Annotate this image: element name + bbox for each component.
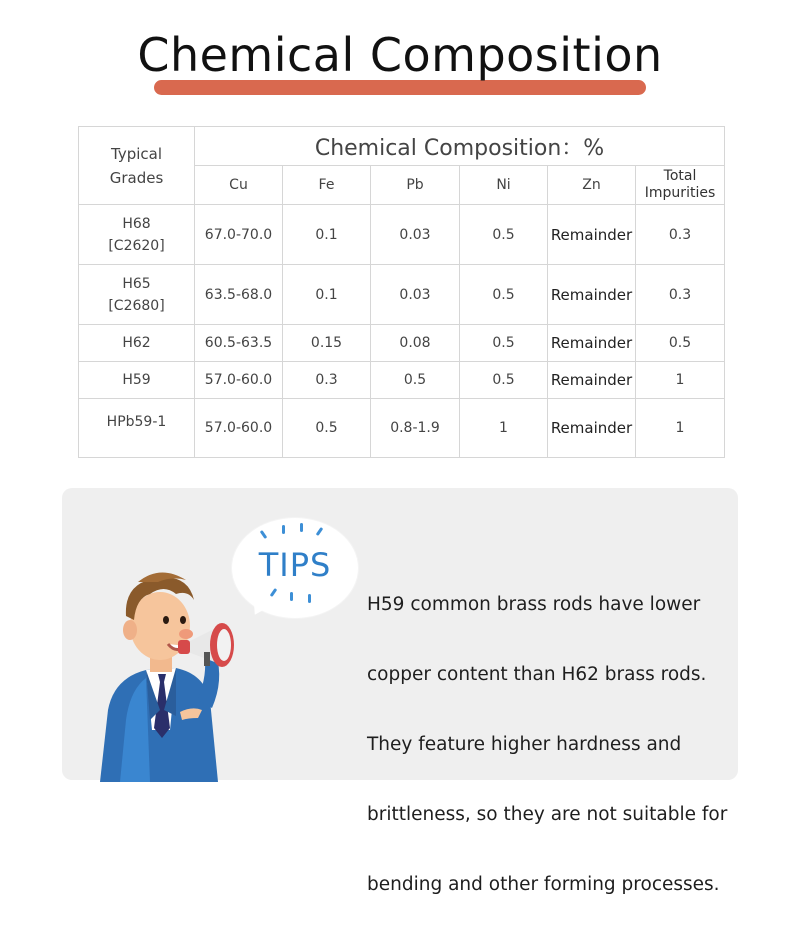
total-cell: 0.3 — [636, 265, 725, 325]
total-cell: 0.5 — [636, 325, 725, 362]
column-header-ni: Ni — [460, 166, 548, 205]
grades-header — [79, 127, 195, 205]
ni-cell: 0.5 — [460, 325, 548, 362]
sparkle-mark — [290, 592, 293, 601]
grades-header-line: Typical — [111, 144, 162, 163]
cu-cell: 67.0-70.0 — [195, 205, 283, 265]
zn-cell: Remainder — [548, 399, 636, 458]
total-header-line: Impurities — [644, 185, 716, 201]
sparkle-mark — [300, 523, 303, 532]
table-header-row — [79, 127, 725, 166]
sparkle-mark — [282, 525, 285, 534]
zn-cell: Remainder — [548, 265, 636, 325]
title-underline — [154, 80, 646, 95]
grade-cell: H62 — [79, 325, 195, 362]
tips-line: brittleness, so they are not suitable for — [367, 804, 728, 825]
grade-cell — [79, 205, 195, 265]
composition-table — [78, 126, 725, 458]
ni-cell: 1 — [460, 399, 548, 458]
sparkle-mark — [308, 594, 311, 603]
table-row — [79, 205, 725, 265]
column-header-fe: Fe — [283, 166, 371, 205]
grades-header-line: Grades — [109, 168, 164, 187]
ni-cell: 0.5 — [460, 362, 548, 399]
cu-cell: 60.5-63.5 — [195, 325, 283, 362]
cu-cell: 63.5-68.0 — [195, 265, 283, 325]
grade-cell: H59 — [79, 362, 195, 399]
table-row — [79, 399, 725, 458]
table-row — [79, 362, 725, 399]
total-cell: 0.3 — [636, 205, 725, 265]
page-title: Chemical Composition — [137, 28, 663, 82]
column-header-total-impurities — [636, 166, 725, 205]
fe-cell: 0.1 — [283, 205, 371, 265]
tips-line: copper content than H62 brass rods. — [367, 664, 707, 685]
zn-cell: Remainder — [548, 325, 636, 362]
grade-cell — [79, 265, 195, 325]
tips-line: They feature higher hardness and — [367, 734, 682, 755]
grade-line: [C2680] — [108, 297, 165, 314]
ni-cell: 0.5 — [460, 265, 548, 325]
column-header-pb: Pb — [371, 166, 460, 205]
grade-line: H65 — [122, 275, 151, 292]
tips-label: TIPS — [258, 546, 332, 584]
composition-header: Chemical Composition：% — [195, 127, 725, 166]
column-header-zn: Zn — [548, 166, 636, 205]
zn-cell: Remainder — [548, 362, 636, 399]
fe-cell: 0.3 — [283, 362, 371, 399]
zn-cell: Remainder — [548, 205, 636, 265]
fe-cell: 0.1 — [283, 265, 371, 325]
man-with-megaphone-icon — [80, 560, 260, 782]
pb-cell: 0.03 — [371, 265, 460, 325]
grade-line: [C2620] — [108, 237, 165, 254]
pb-cell: 0.08 — [371, 325, 460, 362]
tips-line: H59 common brass rods have lower — [367, 594, 701, 615]
tips-text — [367, 552, 739, 937]
fe-cell: 0.5 — [283, 399, 371, 458]
pb-cell: 0.5 — [371, 362, 460, 399]
pb-cell: 0.03 — [371, 205, 460, 265]
grade-line: H68 — [122, 215, 151, 232]
table-row — [79, 325, 725, 362]
ni-cell: 0.5 — [460, 205, 548, 265]
column-header-cu: Cu — [195, 166, 283, 205]
total-cell: 1 — [636, 399, 725, 458]
cu-cell: 57.0-60.0 — [195, 399, 283, 458]
total-header-line: Total — [663, 168, 697, 184]
tips-line: bending and other forming processes. — [367, 874, 720, 895]
total-cell: 1 — [636, 362, 725, 399]
table-row — [79, 265, 725, 325]
grade-cell: HPb59-1 — [79, 399, 195, 458]
pb-cell: 0.8-1.9 — [371, 399, 460, 458]
fe-cell: 0.15 — [283, 325, 371, 362]
cu-cell: 57.0-60.0 — [195, 362, 283, 399]
